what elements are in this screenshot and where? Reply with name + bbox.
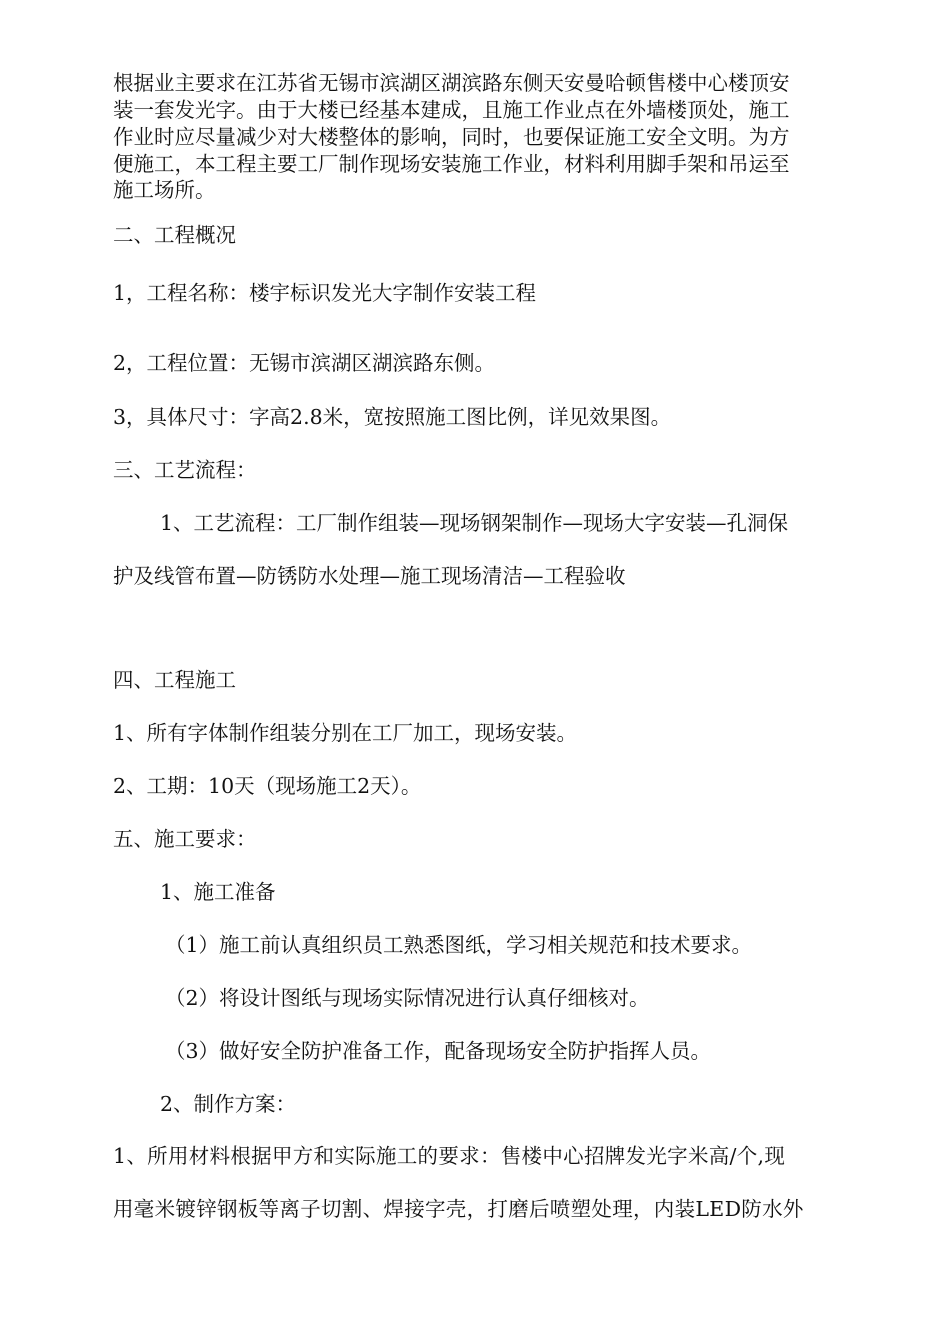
preparation-item-1: （1）施工前认真组织员工熟悉图纸，学习相关规范和技术要求。	[165, 933, 753, 957]
intro-line-2: 装一套发光字。由于大楼已经基本建成，且施工作业点在外墙楼顶处，施工	[113, 98, 790, 122]
preparation-item-2: （2）将设计图纸与现场实际情况进行认真仔细核对。	[165, 986, 650, 1010]
section-heading-overview: 二、工程概况	[113, 223, 236, 247]
construction-item-1: 1、所有字体制作组装分别在工厂加工，现场安装。	[113, 721, 578, 745]
preparation-item-3: （3）做好安全防护准备工作，配备现场安全防护指挥人员。	[165, 1039, 712, 1063]
section-heading-requirements: 五、施工要求：	[113, 827, 257, 851]
intro-line-1: 根据业主要求在江苏省无锡市滨湖区湖滨路东侧天安曼哈顿售楼中心楼顶安	[113, 71, 790, 95]
overview-item-size: 3，具体尺寸：字高2.8米，宽按照施工图比例，详见效果图。	[113, 405, 672, 429]
process-flow-line-2: 护及线管布置—防锈防水处理—施工现场清洁—工程验收	[113, 564, 626, 588]
requirements-sub-plan: 2、制作方案：	[160, 1092, 297, 1116]
intro-line-3: 作业时应尽量减少对大楼整体的影响，同时，也要保证施工安全文明。为方	[113, 125, 790, 149]
requirements-sub-preparation: 1、施工准备	[160, 880, 276, 904]
section-heading-process: 三、工艺流程：	[113, 458, 257, 482]
section-heading-construction: 四、工程施工	[113, 668, 236, 692]
overview-item-name: 1，工程名称：楼宇标识发光大字制作安装工程	[113, 281, 537, 305]
intro-line-5: 施工场所。	[113, 178, 216, 202]
overview-item-location: 2，工程位置：无锡市滨湖区湖滨路东侧。	[113, 351, 496, 375]
process-flow-line-1: 1、工艺流程：工厂制作组装—现场钢架制作—现场大字安装—孔洞保	[160, 511, 789, 535]
plan-line-2: 用毫米镀锌钢板等离子切割、焊接字壳，打磨后喷塑处理，内装LED防水外	[113, 1197, 804, 1221]
construction-item-duration: 2、工期：10天（现场施工2天）。	[113, 774, 422, 798]
intro-line-4: 便施工，本工程主要工厂制作现场安装施工作业，材料利用脚手架和吊运至	[113, 152, 790, 176]
plan-line-1: 1、所用材料根据甲方和实际施工的要求：售楼中心招牌发光字米高/个,现	[113, 1144, 786, 1168]
